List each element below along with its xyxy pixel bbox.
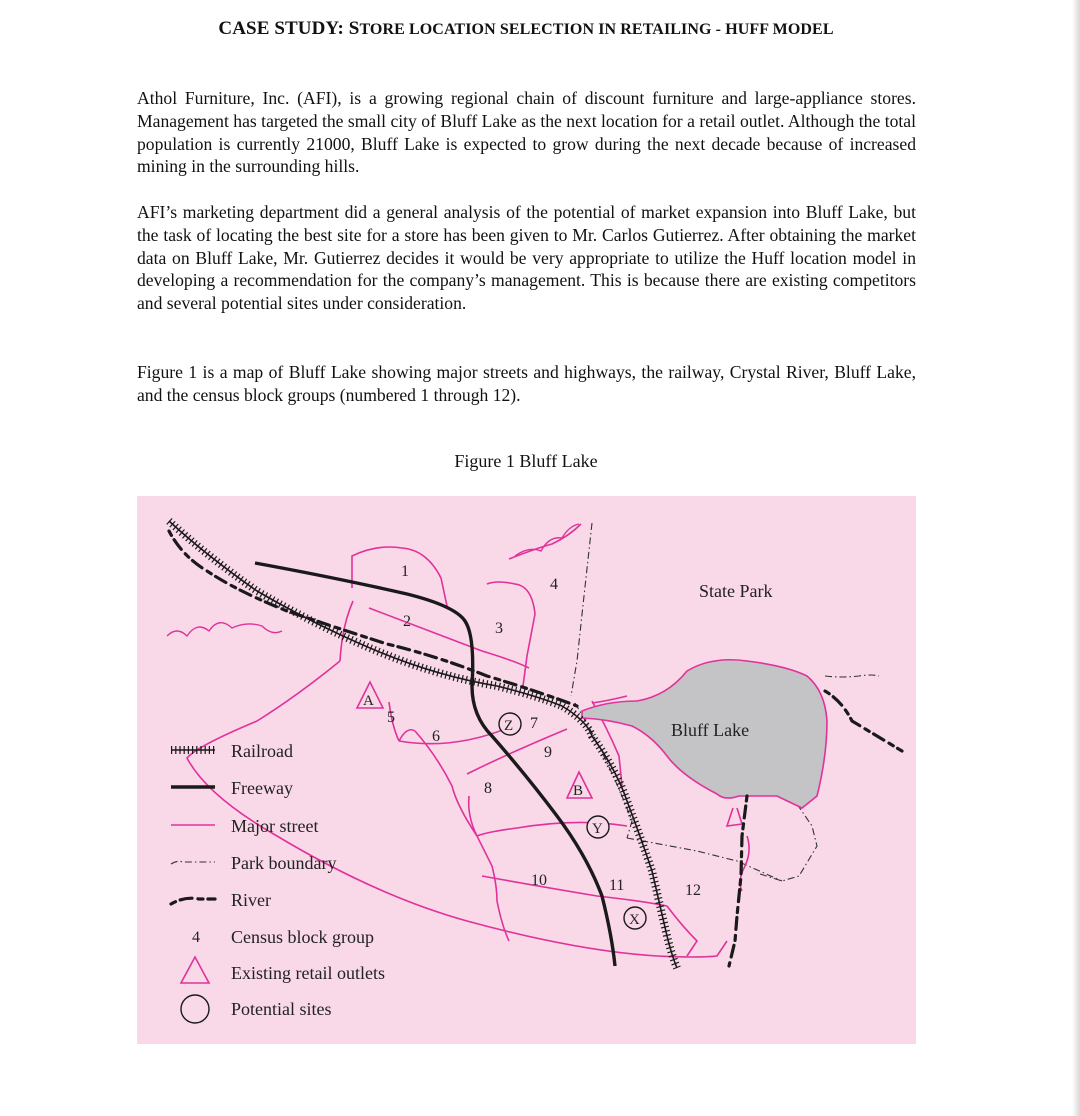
block-group-2: 2	[403, 613, 411, 630]
block-group-4: 4	[550, 576, 558, 593]
block-group-7: 7	[530, 715, 538, 732]
block-group-3: 3	[495, 620, 503, 637]
potential-site-z-label: Z	[504, 718, 514, 734]
retail-outlet-b-label: B	[573, 783, 584, 799]
legend-potential-sites	[181, 995, 332, 1023]
block-group-12: 12	[685, 882, 701, 899]
legend-potential-sites-label: Potential sites	[231, 999, 332, 1019]
block-group-1: 1	[401, 563, 409, 580]
legend-river-label: River	[231, 890, 271, 910]
map-svg	[137, 496, 916, 1044]
block-group-6: 6	[432, 728, 440, 745]
legend-major-street-label: Major street	[231, 816, 319, 836]
block-group-10: 10	[531, 872, 547, 889]
bluff-lake-map	[137, 496, 916, 1044]
figure-caption: Figure 1 Bluff Lake	[454, 451, 598, 471]
legend-census-label: Census block group	[231, 927, 374, 947]
legend-freeway-label: Freeway	[231, 778, 293, 798]
document-title: CASE STUDY: STORE LOCATION SELECTION IN RETAILING - HUFF MODEL	[218, 18, 834, 39]
block-group-11: 11	[609, 877, 625, 894]
lake-label: Bluff Lake	[671, 720, 750, 740]
potential-site-y	[587, 816, 609, 838]
block-group-9: 9	[544, 744, 552, 761]
block-group-5: 5	[387, 709, 395, 726]
potential-site-x	[624, 907, 646, 929]
potential-site-z	[499, 713, 521, 735]
potential-site-y-label: Y	[592, 821, 603, 837]
paragraph-figure-intro: Figure 1 is a map of Bluff Lake showing major streets and highways, the railway, Crystal River, Bluff Lake, and the census block groups (numbered 1 through 12).	[137, 362, 916, 405]
paragraph-marketing: AFI’s marketing department did a general analysis of the potential of market expansion into Bluff Lake, but the task of locating the best site for a store has been given to Mr. Carlos Gutierrez. After obtaining the market data on Bluff Lake, Mr. Gutierrez decides it would be very appropriate to utilize the Huff location model in developing a recommendation for the company’s management. This is because there are existing competitors and several potential sites under consideration.	[137, 202, 916, 314]
legend-existing-retail-label: Existing retail outlets	[231, 963, 385, 983]
legend-census-sample: 4	[192, 929, 200, 946]
legend-park-boundary-label: Park boundary	[231, 853, 337, 873]
page-edge-shadow	[1072, 0, 1080, 1116]
block-group-8: 8	[484, 780, 492, 797]
state-park-label: State Park	[699, 581, 773, 601]
legend-railroad-label: Railroad	[231, 741, 293, 761]
paragraph-intro: Athol Furniture, Inc. (AFI), is a growing regional chain of discount furniture and large-appliance stores. Management has targeted the small city of Bluff Lake as the next location for a retail outlet. Although the total population is currently 21000, Bluff Lake is expected to grow during the next decade because of increased mining in the surrounding hills.	[137, 88, 916, 177]
potential-site-x-label: X	[629, 912, 640, 928]
retail-outlet-a-label: A	[363, 693, 374, 709]
